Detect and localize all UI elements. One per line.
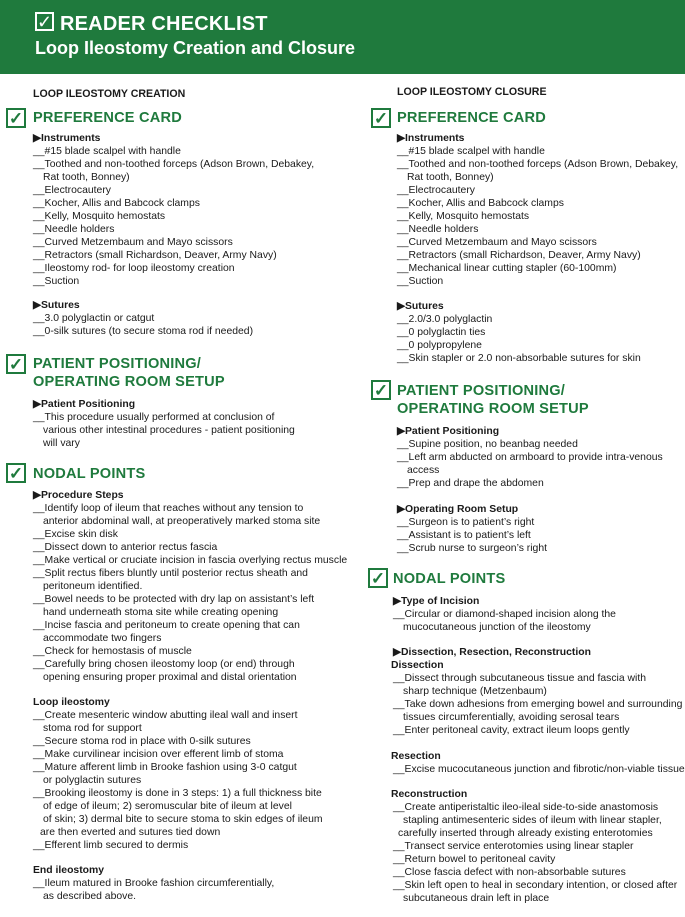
list-item: __Ileostomy rod- for loop ileostomy creation (33, 263, 235, 274)
list-item: subcutaneous drain left in place (403, 893, 550, 904)
list-item: various other intestinal procedures - patient positioning (43, 425, 295, 436)
list-item: __Make curvilinear incision over efferent limb of stoma (33, 749, 284, 760)
list-item: __Curved Metzembaum and Mayo scissors (33, 237, 233, 248)
list-item: __Incise fascia and peritoneum to create opening that can (33, 620, 300, 631)
section-title-or-setup: OPERATING ROOM SETUP (33, 374, 225, 390)
list-item: __Skin stapler or 2.0 non-absorbable sutures for skin (397, 353, 641, 364)
list-item: __Return bowel to peritoneal cavity (393, 854, 556, 865)
list-item: as described above. (43, 891, 136, 902)
list-item: __Curved Metzembaum and Mayo scissors (397, 237, 597, 248)
list-item: __Retractors (small Richardson, Deaver, Army Navy) (397, 250, 641, 261)
list-item: accommodate two fingers (43, 633, 162, 644)
list-item: __Kelly, Mosquito hemostats (33, 211, 166, 222)
list-item: Rat tooth, Bonney) (407, 172, 494, 183)
checkbox-icon: ✓ (6, 108, 26, 128)
subsection-label: ▶Instruments (397, 133, 465, 144)
list-item: __Electrocautery (397, 185, 475, 196)
subsection-label: Dissection (391, 660, 444, 671)
list-item: __Supine position, no beanbag needed (397, 439, 578, 450)
list-item: __Excise mucocutaneous junction and fibrotic/non-viable tissue (393, 764, 685, 775)
list-item: __Kelly, Mosquito hemostats (397, 211, 530, 222)
subsection-label: ▶Patient Positioning (397, 426, 500, 437)
list-item: __Close fascia defect with non-absorbable sutures (393, 867, 626, 878)
list-item: hand underneath stoma site while creating opening (43, 607, 279, 618)
list-item: or polyglactin sutures (43, 775, 142, 786)
section-title-positioning: PATIENT POSITIONING/ (33, 356, 202, 372)
subsection-label: ▶Procedure Steps (33, 490, 124, 501)
section-title-or-setup: OPERATING ROOM SETUP (397, 401, 589, 417)
list-item: stapling antimesenteric sides of ileum with linear stapler, (403, 815, 662, 826)
list-item: __Left arm abducted on armboard to provide intra-venous (397, 452, 663, 463)
checkbox-icon: ✓ (368, 568, 388, 588)
page-title: READER CHECKLIST (60, 13, 268, 35)
list-item: __Excise skin disk (33, 529, 118, 540)
list-item: __#15 blade scalpel with handle (33, 146, 181, 157)
subsection-label: ▶Operating Room Setup (397, 504, 519, 515)
list-item: __Needle holders (397, 224, 479, 235)
list-item: __0-silk sutures (to secure stoma rod if needed) (33, 326, 254, 337)
list-item: are then everted and sutures tied down (40, 827, 221, 838)
list-item: __Dissect through subcutaneous tissue and fascia with (393, 673, 646, 684)
list-item: opening ensuring proper proximal and distal orientation (43, 672, 297, 683)
list-item: __Skin left open to heal in secondary intention, or closed after (393, 880, 678, 891)
list-item: __Efferent limb secured to dermis (33, 840, 189, 851)
section-title-preference-card: PREFERENCE CARD (33, 110, 182, 126)
list-item: __Brooking ileostomy is done in 3 steps: 1) a full thickness bite (33, 788, 322, 799)
list-item: __Suction (397, 276, 444, 287)
list-item: stoma rod for support (43, 723, 142, 734)
page-subtitle: Loop Ileostomy Creation and Closure (35, 38, 356, 58)
subsection-label: Reconstruction (391, 789, 468, 800)
section-title-nodal-points: NODAL POINTS (33, 466, 146, 482)
list-item: of edge of ileum; 2) seromuscular bite of ileum at level (43, 801, 292, 812)
list-item: __Mature afferent limb in Brooke fashion using 3-0 catgut (33, 762, 297, 773)
list-item: __Secure stoma rod in place with 0-silk sutures (33, 736, 251, 747)
subsection-label: ▶Patient Positioning (33, 399, 136, 410)
list-item: __Make vertical or cruciate incision in fascia overlying rectus muscle (33, 555, 348, 566)
list-item: __Bowel needs to be protected with dry lap on assistant’s left (33, 594, 315, 605)
subsection-label: ▶Dissection, Resection, Reconstruction (393, 647, 591, 658)
list-item: __Kocher, Allis and Babcock clamps (33, 198, 200, 209)
list-item: __Toothed and non-toothed forceps (Adson Brown, Debakey, (33, 159, 315, 170)
list-item: __Toothed and non-toothed forceps (Adson Brown, Debakey, (397, 159, 679, 170)
list-item: __This procedure usually performed at conclusion of (33, 412, 275, 423)
checkbox-icon: ✓ (6, 354, 26, 374)
list-item: __Circular or diamond-shaped incision along the (393, 609, 616, 620)
list-item: of skin; 3) dermal bite to secure stoma to skin edges of ileum (43, 814, 323, 825)
list-item: anterior abdominal wall, at preoperatively marked stoma site (43, 516, 321, 527)
checkbox-icon: ✓ (371, 108, 391, 128)
list-item: __Retractors (small Richardson, Deaver, Army Navy) (33, 250, 277, 261)
list-item: sharp technique (Metzenbaum) (403, 686, 547, 697)
list-item: __Enter peritoneal cavity, extract ileum loops gently (393, 725, 630, 736)
list-item: __Check for hemostasis of muscle (33, 646, 192, 657)
list-item: peritoneum identified. (43, 581, 143, 592)
list-item: __Split rectus fibers bluntly until posterior rectus sheath and (33, 568, 308, 579)
list-item: __Electrocautery (33, 185, 111, 196)
subsection-label: ▶Sutures (33, 300, 80, 311)
subsection-label: Resection (391, 751, 441, 762)
list-item: __Prep and drape the abdomen (397, 478, 544, 489)
list-item: __Identify loop of ileum that reaches without any tension to (33, 503, 304, 514)
list-item: Rat tooth, Bonney) (43, 172, 130, 183)
list-item: tissues circumferentially, avoiding serosal tears (403, 712, 620, 723)
list-item: __#15 blade scalpel with handle (397, 146, 545, 157)
section-title-nodal-points: NODAL POINTS (393, 571, 506, 587)
list-item: __Scrub nurse to surgeon’s right (397, 543, 547, 554)
list-item: __Surgeon is to patient’s right (397, 517, 535, 528)
list-item: __3.0 polyglactin or catgut (33, 313, 155, 324)
subsection-label: ▶Type of Incision (393, 596, 480, 607)
list-item: access (407, 465, 440, 476)
subsection-label: ▶Sutures (397, 301, 444, 312)
checkbox-icon: ✓ (37, 12, 53, 32)
column-title: LOOP ILEOSTOMY CLOSURE (397, 86, 547, 98)
list-item: __Create mesenteric window abutting ileal wall and insert (33, 710, 298, 721)
list-item: __Kocher, Allis and Babcock clamps (397, 198, 564, 209)
list-item: __Suction (33, 276, 80, 287)
section-title-positioning: PATIENT POSITIONING/ (397, 383, 566, 399)
list-item: __Create antiperistaltic ileo-ileal side-to-side anastomosis (393, 802, 659, 813)
list-item: __Carefully bring chosen ileostomy loop (or end) through (33, 659, 295, 670)
list-item: __Dissect down to anterior rectus fascia (33, 542, 218, 553)
list-item: __0 polyglactin ties (397, 327, 486, 338)
list-item: __Mechanical linear cutting stapler (60-100mm) (397, 263, 617, 274)
list-item: __Assistant is to patient’s left (397, 530, 531, 541)
list-item: __Take down adhesions from emerging bowel and surrounding (393, 699, 683, 710)
section-title-preference-card: PREFERENCE CARD (397, 110, 546, 126)
checkbox-icon: ✓ (6, 463, 26, 483)
subsection-label: End ileostomy (33, 865, 105, 876)
checkbox-icon: ✓ (371, 380, 391, 400)
column-title: LOOP ILEOSTOMY CREATION (33, 88, 186, 100)
subsection-label: Loop ileostomy (33, 697, 110, 708)
list-item: __0 polypropylene (397, 340, 482, 351)
list-item: __2.0/3.0 polyglactin (397, 314, 493, 325)
list-item: __Ileum matured in Brooke fashion circumferentially, (33, 878, 275, 889)
list-item: will vary (43, 438, 80, 449)
subsection-label: ▶Instruments (33, 133, 101, 144)
header-banner (0, 0, 685, 74)
list-item: __Transect service enterotomies using linear stapler (393, 841, 634, 852)
list-item: carefully inserted through already existing enterotomies (398, 828, 653, 839)
list-item: mucocutaneous junction of the ileostomy (403, 622, 591, 633)
list-item: __Needle holders (33, 224, 115, 235)
